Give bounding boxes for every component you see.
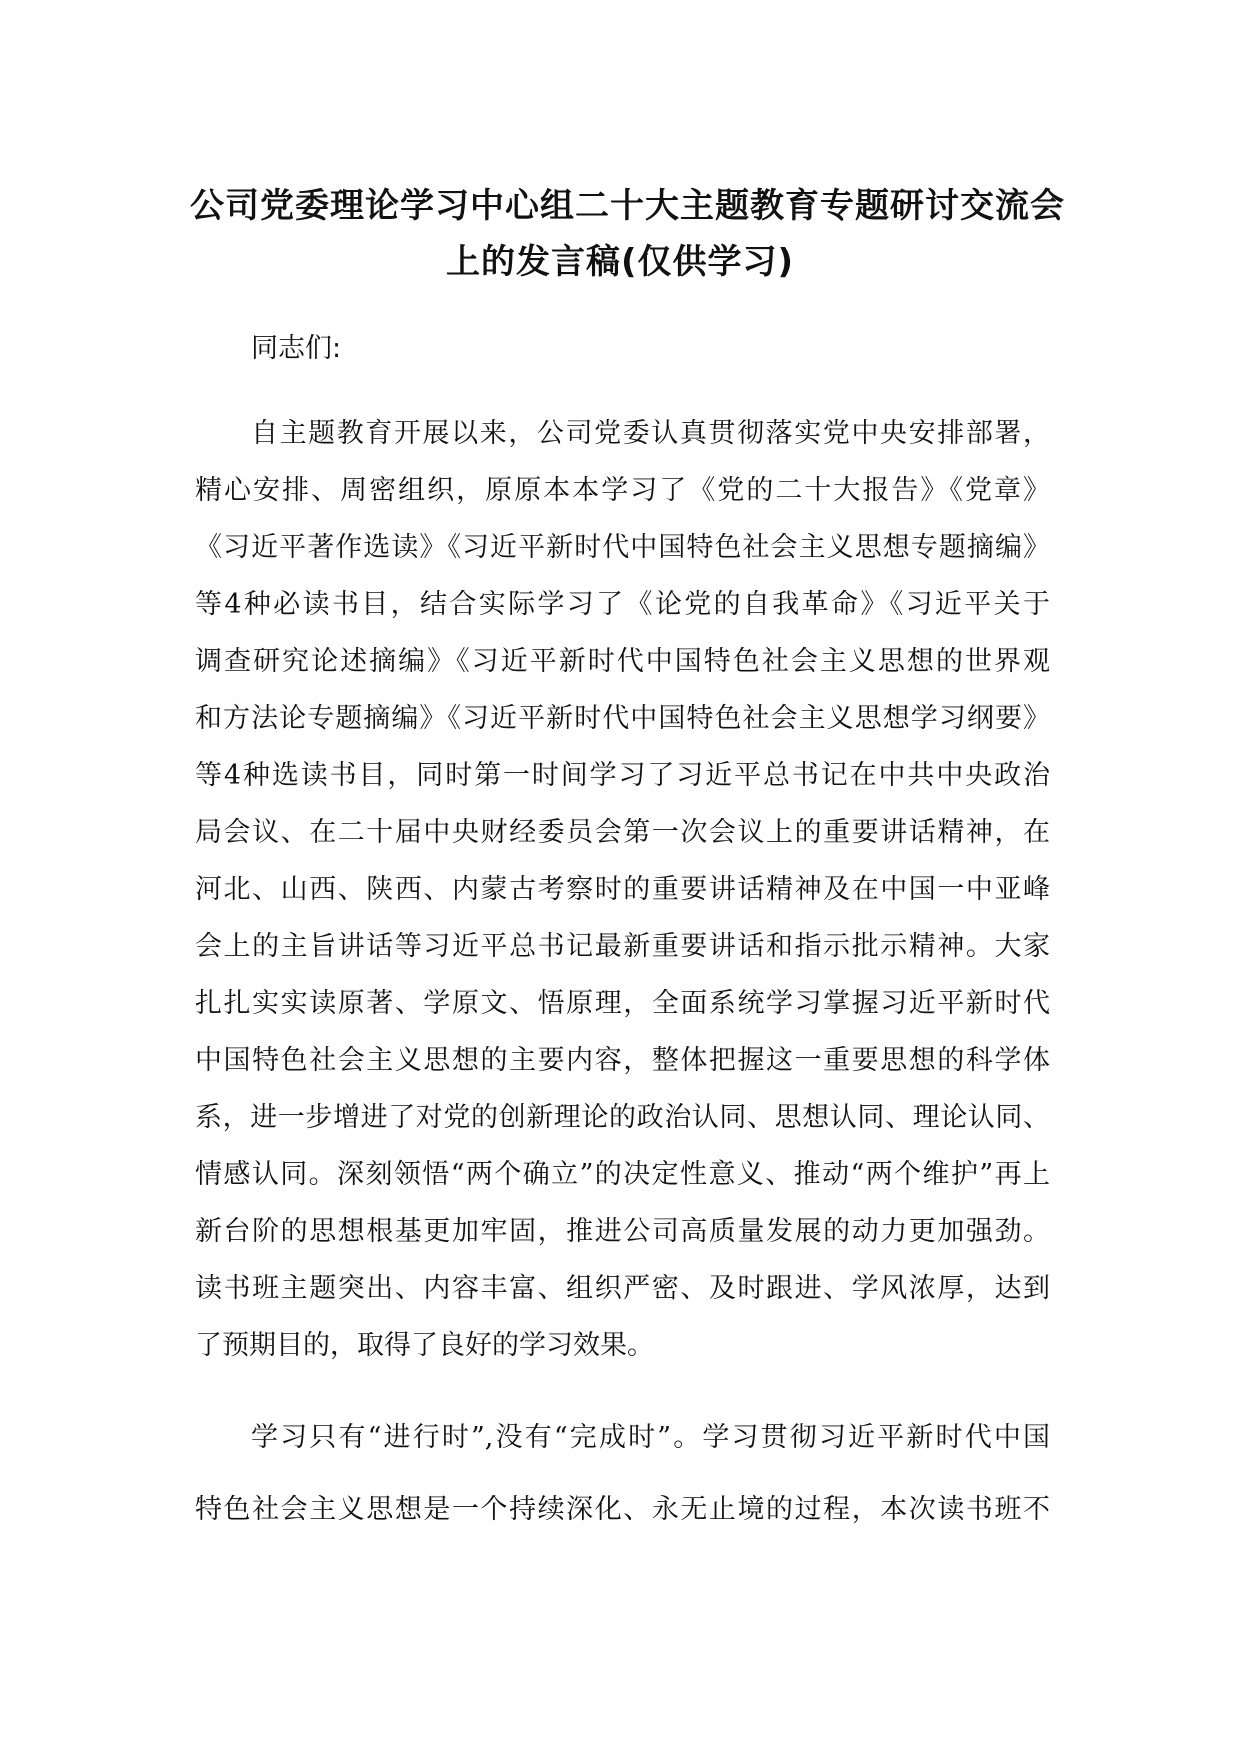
paragraph-line: 情感认同。深刻领悟“两个确立”的决定性意义、推动“两个维护”再上 bbox=[195, 1159, 1050, 1190]
document-title bbox=[190, 178, 1065, 290]
greeting: 同志们: bbox=[251, 333, 342, 364]
paragraph-line: 学习只有“进行时”,没有“完成时”。学习贯彻习近平新时代中国 bbox=[251, 1422, 1050, 1453]
paragraph-line: 中国特色社会主义思想的主要内容，整体把握这一重要思想的科学体 bbox=[195, 1045, 1050, 1076]
paragraph-line: 特色社会主义思想是一个持续深化、永无止境的过程，本次读书班不 bbox=[195, 1494, 1050, 1525]
paragraph-line: 了预期目的，取得了良好的学习效果。 bbox=[195, 1330, 654, 1361]
paragraph-line: 局会议、在二十届中央财经委员会第一次会议上的重要讲话精神，在 bbox=[195, 817, 1050, 848]
title-line-2: 上的发言稿(仅供学习) bbox=[445, 242, 795, 282]
paragraph-line: 自主题教育开展以来，公司党委认真贯彻落实党中央安排部署， bbox=[251, 418, 1050, 449]
paragraph-line: 精心安排、周密组织，原原本本学习了《党的二十大报告》《党章》 bbox=[195, 475, 1050, 506]
paragraph-line: 调查研究论述摘编》《习近平新时代中国特色社会主义思想的世界观 bbox=[195, 646, 1050, 677]
paragraph-line: 《习近平著作选读》《习近平新时代中国特色社会主义思想专题摘编》 bbox=[195, 532, 1050, 563]
paragraph-2 bbox=[195, 1402, 1050, 1546]
paragraph-1 bbox=[195, 405, 1050, 1374]
title-line-1: 公司党委理论学习中心组二十大主题教育专题研讨交流会 bbox=[190, 186, 1065, 226]
paragraph-line: 会上的主旨讲话等习近平总书记最新重要讲话和指示批示精神。大家 bbox=[195, 931, 1050, 962]
paragraph-line: 等4种选读书目，同时第一时间学习了习近平总书记在中共中央政治 bbox=[195, 760, 1050, 791]
paragraph-line: 系，进一步增进了对党的创新理论的政治认同、思想认同、理论认同、 bbox=[195, 1102, 1050, 1133]
document-body bbox=[195, 320, 1050, 1546]
paragraph-line: 和方法论专题摘编》《习近平新时代中国特色社会主义思想学习纲要》 bbox=[195, 703, 1050, 734]
paragraph-line: 读书班主题突出、内容丰富、组织严密、及时跟进、学风浓厚，达到 bbox=[195, 1273, 1050, 1304]
paragraph-line: 扎扎实实读原著、学原文、悟原理，全面系统学习掌握习近平新时代 bbox=[195, 988, 1050, 1019]
paragraph-line: 河北、山西、陕西、内蒙古考察时的重要讲话精神及在中国一中亚峰 bbox=[195, 874, 1050, 905]
paragraph-line: 等4种必读书目，结合实际学习了《论党的自我革命》《习近平关于 bbox=[195, 589, 1050, 620]
paragraph-line: 新台阶的思想根基更加牢固，推进公司高质量发展的动力更加强劲。 bbox=[195, 1216, 1050, 1247]
